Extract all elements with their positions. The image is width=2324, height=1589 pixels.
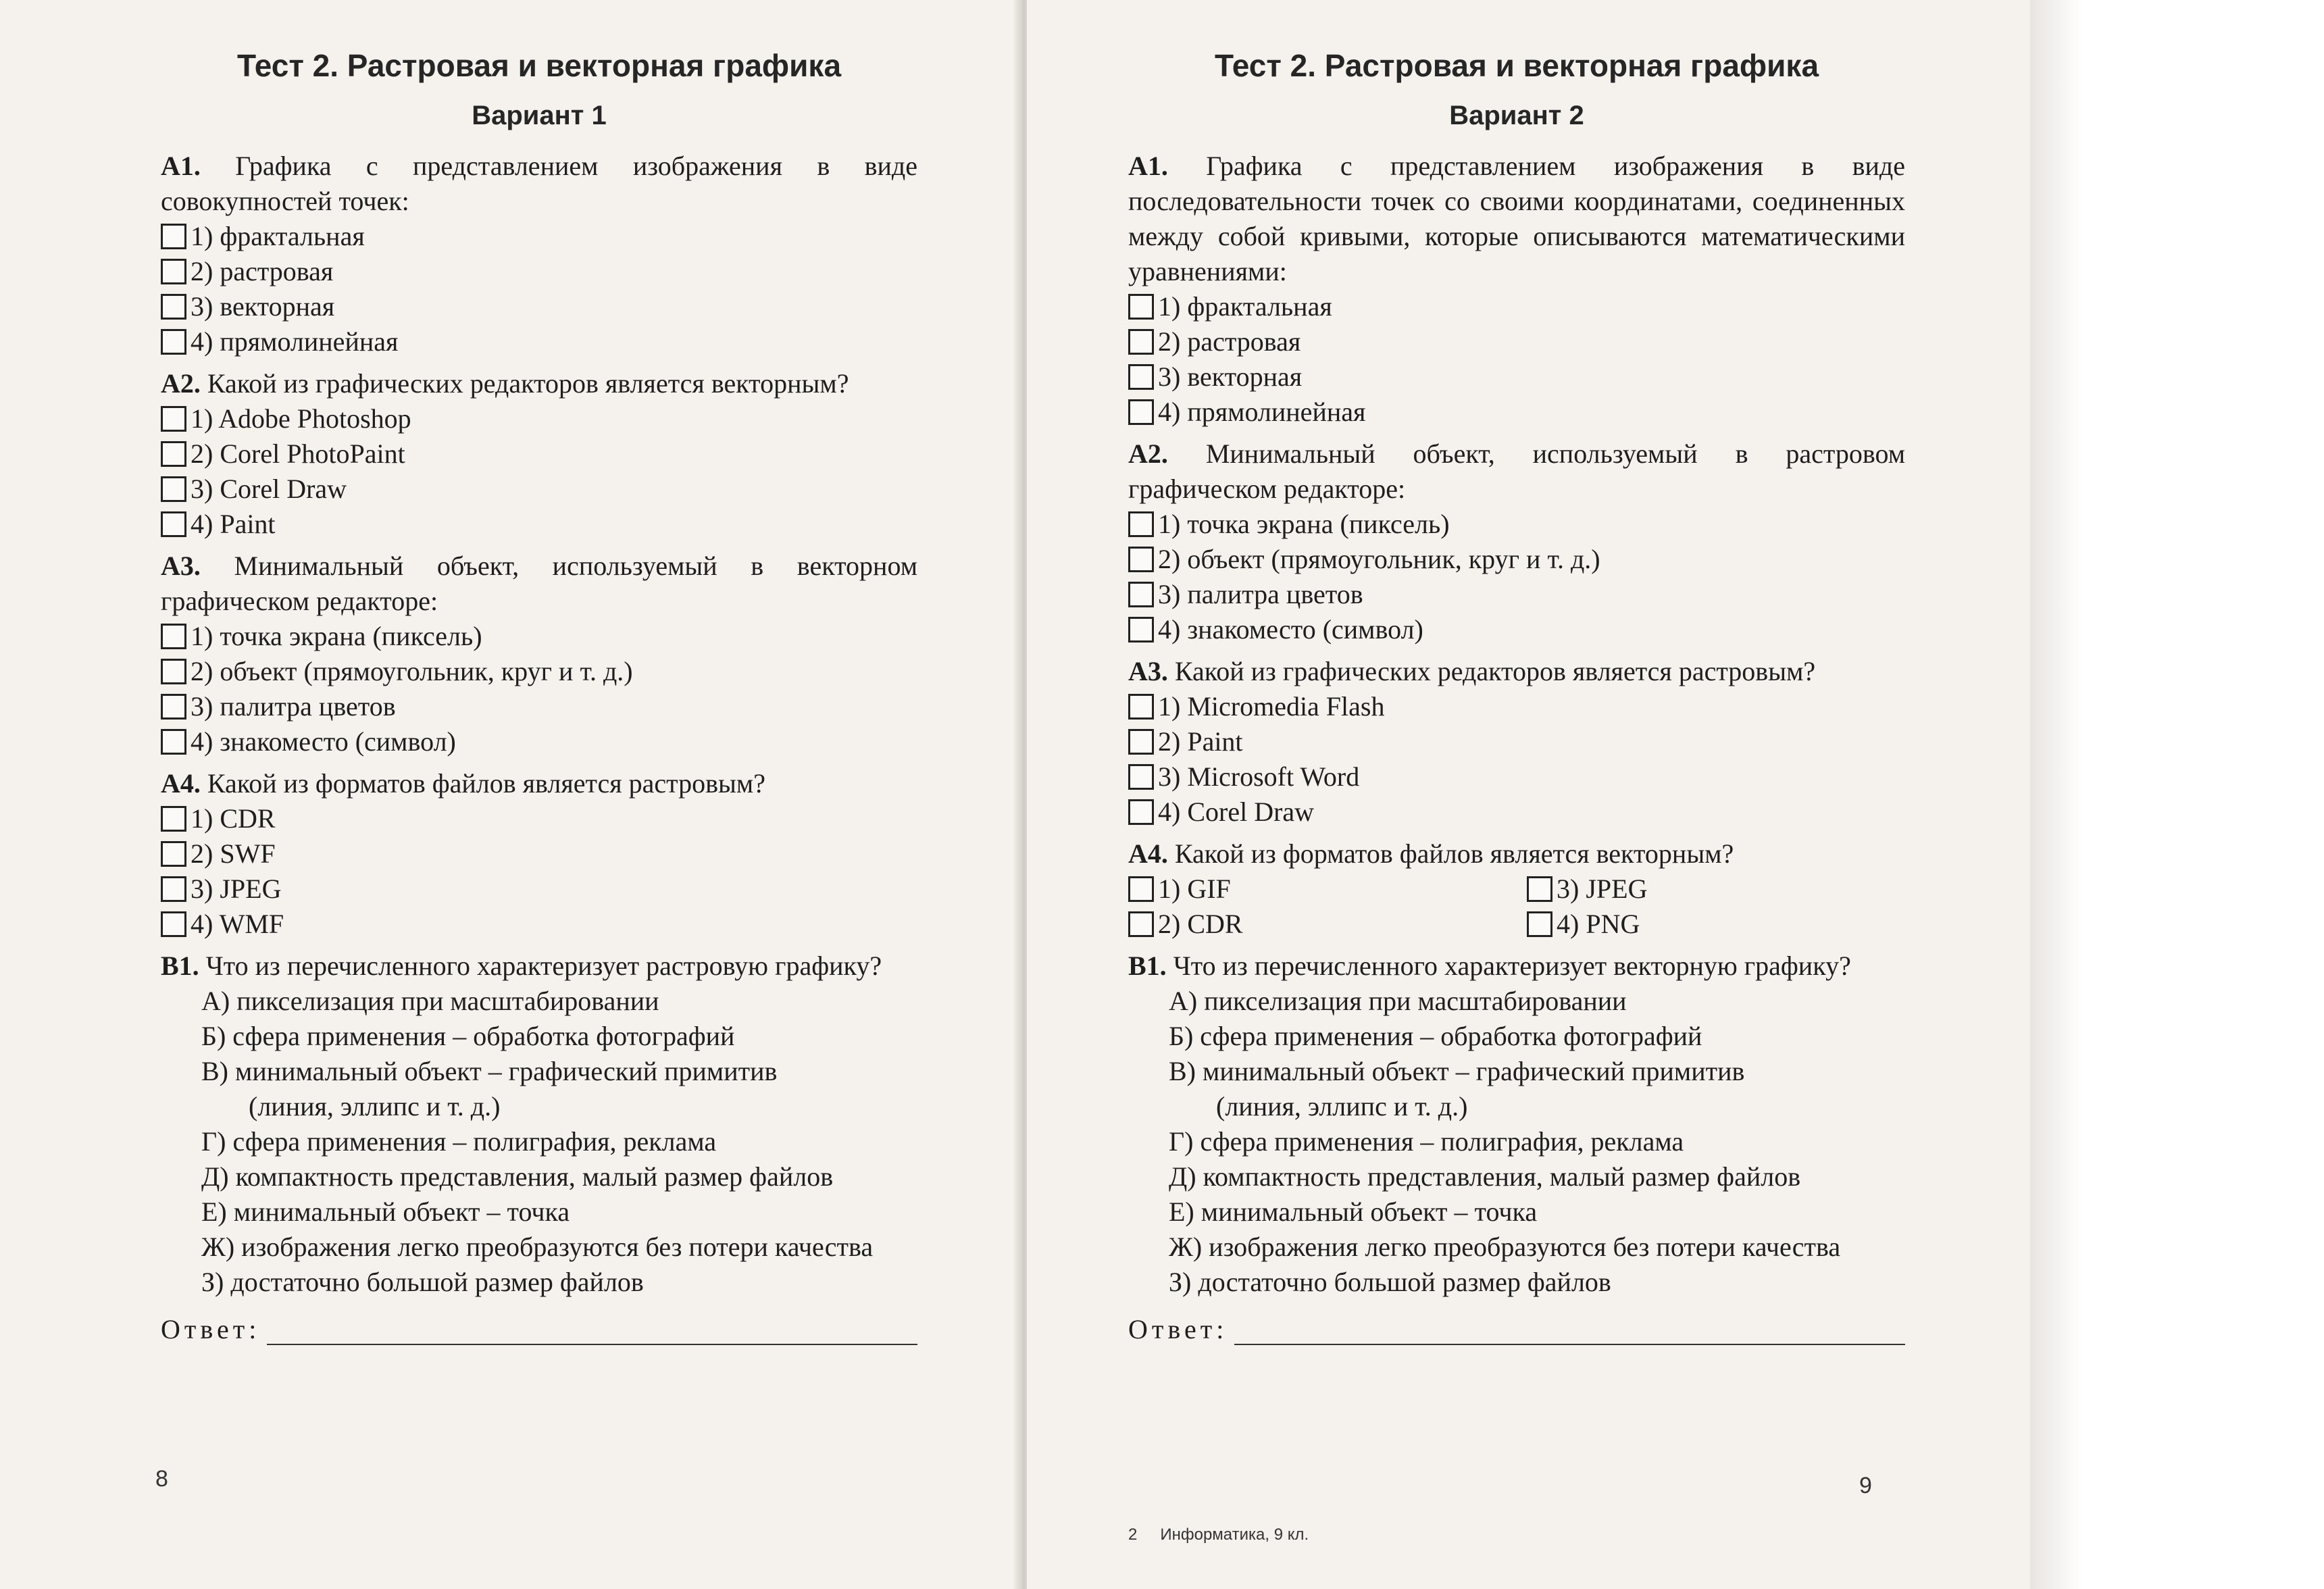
checkbox[interactable] bbox=[161, 441, 186, 467]
option-label: 4) PNG bbox=[1557, 909, 1640, 940]
answer-option[interactable] bbox=[1128, 724, 1905, 759]
answer-option[interactable] bbox=[1128, 872, 1527, 907]
list-item: В) минимальный объект – графический примитив bbox=[201, 1056, 778, 1087]
question-a1 bbox=[161, 149, 917, 359]
list-item: Д) компактность представления, малый размер файлов bbox=[201, 1161, 834, 1192]
sheet-number: 2 bbox=[1128, 1525, 1138, 1544]
question-text: Что из перечисленного характеризует растровую графику? bbox=[205, 951, 882, 982]
question-text: Какой из форматов файлов является векторным? bbox=[1174, 838, 1734, 869]
answer-option[interactable] bbox=[161, 324, 917, 359]
page-number: 9 bbox=[1859, 1473, 1872, 1498]
option-label: 1) фрактальная bbox=[191, 221, 365, 252]
question-a3 bbox=[1128, 654, 1905, 830]
list-item: З) достаточно большой размер файлов bbox=[1169, 1267, 1611, 1298]
option-label: 1) точка экрана (пиксель) bbox=[1158, 509, 1450, 540]
question-number: А4. bbox=[1128, 838, 1168, 869]
question-a1 bbox=[1128, 149, 1905, 430]
answer-option[interactable] bbox=[1128, 612, 1905, 647]
checkbox[interactable] bbox=[161, 694, 186, 720]
option-label: 4) прямолинейная bbox=[1158, 397, 1366, 428]
list-item: Г) сфера применения – полиграфия, реклама bbox=[201, 1126, 717, 1157]
answer-label: Ответ: bbox=[1128, 1314, 1228, 1345]
checkbox[interactable] bbox=[161, 729, 186, 755]
answer-option[interactable] bbox=[1128, 542, 1905, 577]
checkbox[interactable] bbox=[1527, 876, 1552, 902]
checkbox[interactable] bbox=[1128, 329, 1154, 355]
question-text: Какой из форматов файлов является растровым? bbox=[207, 768, 765, 799]
options-grid bbox=[1128, 872, 1905, 942]
right-page bbox=[1027, 0, 2030, 1589]
answer-option[interactable] bbox=[1128, 359, 1905, 395]
page-footer bbox=[1128, 1525, 1309, 1544]
test-title: Тест 2. Растровая и векторная графика bbox=[236, 48, 842, 83]
option-label: 2) растровая bbox=[191, 256, 334, 287]
answer-option[interactable] bbox=[1128, 577, 1905, 612]
question-text: Графика с представлением изображения в виде последовательности точек со своими координатами, соединенных между собой кривыми, которые описываются математическими уравнениями: bbox=[1128, 151, 1905, 287]
checkbox[interactable] bbox=[1128, 764, 1154, 790]
answer-option[interactable] bbox=[161, 872, 917, 907]
left-page bbox=[0, 0, 1019, 1589]
list-item: А) пикселизация при масштабировании bbox=[201, 986, 659, 1017]
option-label: 3) Microsoft Word bbox=[1158, 761, 1360, 792]
answer-option[interactable] bbox=[1128, 289, 1905, 324]
answer-option[interactable] bbox=[161, 254, 917, 289]
question-number: В1. bbox=[1128, 951, 1167, 982]
answer-option[interactable] bbox=[1128, 907, 1527, 942]
checkbox[interactable] bbox=[161, 841, 186, 867]
checkbox[interactable] bbox=[1128, 617, 1154, 642]
checkbox[interactable] bbox=[161, 806, 186, 832]
option-label: 1) точка экрана (пиксель) bbox=[191, 621, 482, 652]
answer-field[interactable] bbox=[1128, 1313, 1905, 1345]
option-label: 4) Paint bbox=[191, 509, 276, 540]
question-number: В1. bbox=[161, 951, 199, 982]
answer-option[interactable] bbox=[1128, 689, 1905, 724]
answer-option[interactable] bbox=[1128, 324, 1905, 359]
option-label: 2) CDR bbox=[1158, 909, 1243, 940]
question-text: Графика с представлением изображения в виде совокупностей точек: bbox=[161, 151, 917, 217]
option-label: 1) Adobe Photoshop bbox=[191, 403, 411, 434]
checkbox[interactable] bbox=[161, 259, 186, 284]
answer-option[interactable] bbox=[161, 436, 917, 472]
question-text: Какой из графических редакторов является растровым? bbox=[1174, 656, 1816, 687]
option-label: 3) векторная bbox=[191, 291, 335, 322]
list-item: Д) компактность представления, малый размер файлов bbox=[1169, 1161, 1801, 1192]
checkbox[interactable] bbox=[1128, 582, 1154, 607]
answer-option[interactable] bbox=[161, 619, 917, 654]
answer-option[interactable] bbox=[161, 472, 917, 507]
question-a3 bbox=[161, 549, 917, 759]
option-label: 4) прямолинейная bbox=[191, 326, 399, 357]
question-a2 bbox=[1128, 436, 1905, 647]
question-text: Какой из графических редакторов является векторным? bbox=[207, 368, 849, 399]
list-item: Е) минимальный объект – точка bbox=[1169, 1196, 1538, 1228]
checkbox[interactable] bbox=[1128, 694, 1154, 720]
checkbox[interactable] bbox=[161, 406, 186, 432]
test-title: Тест 2. Растровая и векторная графика bbox=[1214, 48, 1819, 83]
option-label: 3) векторная bbox=[1158, 361, 1303, 393]
option-label: 2) SWF bbox=[191, 838, 276, 869]
option-label: 2) объект (прямоугольник, круг и т. д.) bbox=[1158, 544, 1600, 575]
answer-option[interactable] bbox=[161, 219, 917, 254]
answer-option[interactable] bbox=[1527, 907, 1905, 942]
list-item: (линия, эллипс и т. д.) bbox=[1216, 1091, 1468, 1122]
answer-option[interactable] bbox=[161, 836, 917, 872]
answer-line[interactable] bbox=[267, 1317, 917, 1345]
list-item: Ж) изображения легко преобразуются без потери качества bbox=[1169, 1232, 1841, 1263]
answer-field[interactable] bbox=[161, 1313, 917, 1345]
option-label: 3) палитра цветов bbox=[1158, 579, 1363, 610]
checkbox[interactable] bbox=[161, 224, 186, 249]
question-b1 bbox=[1128, 949, 1905, 1300]
list-item: Г) сфера применения – полиграфия, реклама bbox=[1169, 1126, 1684, 1157]
option-label: 1) CDR bbox=[191, 803, 276, 834]
option-label: 4) Corel Draw bbox=[1158, 797, 1315, 828]
variant-heading: Вариант 1 bbox=[472, 101, 607, 131]
question-a4 bbox=[161, 766, 917, 942]
checkbox[interactable] bbox=[1128, 399, 1154, 425]
checkbox[interactable] bbox=[1128, 511, 1154, 537]
option-label: 2) Paint bbox=[1158, 726, 1243, 757]
option-label: 1) GIF bbox=[1158, 874, 1231, 905]
option-label: 4) WMF bbox=[191, 909, 284, 940]
question-number: А3. bbox=[1128, 656, 1168, 687]
list-item: А) пикселизация при масштабировании bbox=[1169, 986, 1627, 1017]
checkbox[interactable] bbox=[161, 511, 186, 537]
list-item: (линия, эллипс и т. д.) bbox=[249, 1091, 501, 1122]
checkbox[interactable] bbox=[1128, 799, 1154, 825]
checkbox[interactable] bbox=[161, 911, 186, 937]
left-page-content bbox=[161, 47, 917, 1345]
question-number: А4. bbox=[161, 768, 201, 799]
option-label: 1) Micromedia Flash bbox=[1158, 691, 1385, 722]
checkbox[interactable] bbox=[161, 294, 186, 320]
question-number: А1. bbox=[1128, 151, 1168, 182]
book-title: Информатика, 9 кл. bbox=[1160, 1525, 1309, 1544]
list-item: Б) сфера применения – обработка фотографий bbox=[1169, 1021, 1702, 1052]
question-a4 bbox=[1128, 836, 1905, 942]
list-item: В) минимальный объект – графический примитив bbox=[1169, 1056, 1745, 1087]
page-number: 8 bbox=[155, 1466, 168, 1492]
answer-option[interactable] bbox=[161, 907, 917, 942]
option-label: 3) JPEG bbox=[191, 874, 282, 905]
answer-option[interactable] bbox=[161, 507, 917, 542]
option-label: 3) Corel Draw bbox=[191, 474, 347, 505]
question-text: Минимальный объект, используемый в векторном графическом редакторе: bbox=[161, 551, 918, 617]
list-item: З) достаточно большой размер файлов bbox=[201, 1267, 644, 1298]
checkbox[interactable] bbox=[161, 876, 186, 902]
question-text: Минимальный объект, используемый в растровом графическом редакторе: bbox=[1128, 438, 1906, 505]
list-item: Б) сфера применения – обработка фотографий bbox=[201, 1021, 735, 1052]
answer-option[interactable] bbox=[161, 724, 917, 759]
answer-option[interactable] bbox=[1128, 794, 1905, 830]
list-item: Е) минимальный объект – точка bbox=[201, 1196, 570, 1228]
checkbox[interactable] bbox=[1128, 729, 1154, 755]
checkbox[interactable] bbox=[161, 476, 186, 502]
answer-line[interactable] bbox=[1234, 1317, 1905, 1345]
question-number: А1. bbox=[161, 151, 201, 182]
checkbox[interactable] bbox=[161, 329, 186, 355]
answer-label: Ответ: bbox=[161, 1314, 261, 1345]
variant-heading: Вариант 2 bbox=[1449, 101, 1584, 131]
list-item: Ж) изображения легко преобразуются без потери качества bbox=[201, 1232, 874, 1263]
option-label: 2) объект (прямоугольник, круг и т. д.) bbox=[191, 656, 633, 687]
question-a2 bbox=[161, 366, 917, 542]
answer-option[interactable] bbox=[1128, 507, 1905, 542]
option-label: 3) палитра цветов bbox=[191, 691, 396, 722]
right-page-content bbox=[1128, 47, 1905, 1345]
checkbox[interactable] bbox=[1128, 364, 1154, 390]
option-label: 1) фрактальная bbox=[1158, 291, 1332, 322]
option-label: 2) Corel PhotoPaint bbox=[191, 438, 405, 470]
answer-option[interactable] bbox=[161, 801, 917, 836]
option-label: 3) JPEG bbox=[1557, 874, 1648, 905]
question-number: А3. bbox=[161, 551, 201, 582]
option-label: 2) растровая bbox=[1158, 326, 1301, 357]
question-text: Что из перечисленного характеризует векторную графику? bbox=[1173, 951, 1851, 982]
question-number: А2. bbox=[1128, 438, 1168, 470]
scan-edge bbox=[2030, 0, 2324, 1589]
checkbox[interactable] bbox=[1128, 876, 1154, 902]
answer-option[interactable] bbox=[1128, 759, 1905, 794]
answer-option[interactable] bbox=[161, 289, 917, 324]
checkbox[interactable] bbox=[161, 624, 186, 649]
checkbox[interactable] bbox=[1128, 294, 1154, 320]
answer-option[interactable] bbox=[1527, 872, 1905, 907]
checkbox[interactable] bbox=[1128, 547, 1154, 572]
question-number: А2. bbox=[161, 368, 201, 399]
option-label: 4) знакоместо (символ) bbox=[1158, 614, 1423, 645]
checkbox[interactable] bbox=[161, 659, 186, 684]
checkbox[interactable] bbox=[1128, 911, 1154, 937]
question-b1 bbox=[161, 949, 917, 1300]
answer-option[interactable] bbox=[161, 689, 917, 724]
option-label: 4) знакоместо (символ) bbox=[191, 726, 456, 757]
answer-option[interactable] bbox=[1128, 395, 1905, 430]
answer-option[interactable] bbox=[161, 654, 917, 689]
answer-option[interactable] bbox=[161, 401, 917, 436]
checkbox[interactable] bbox=[1527, 911, 1552, 937]
